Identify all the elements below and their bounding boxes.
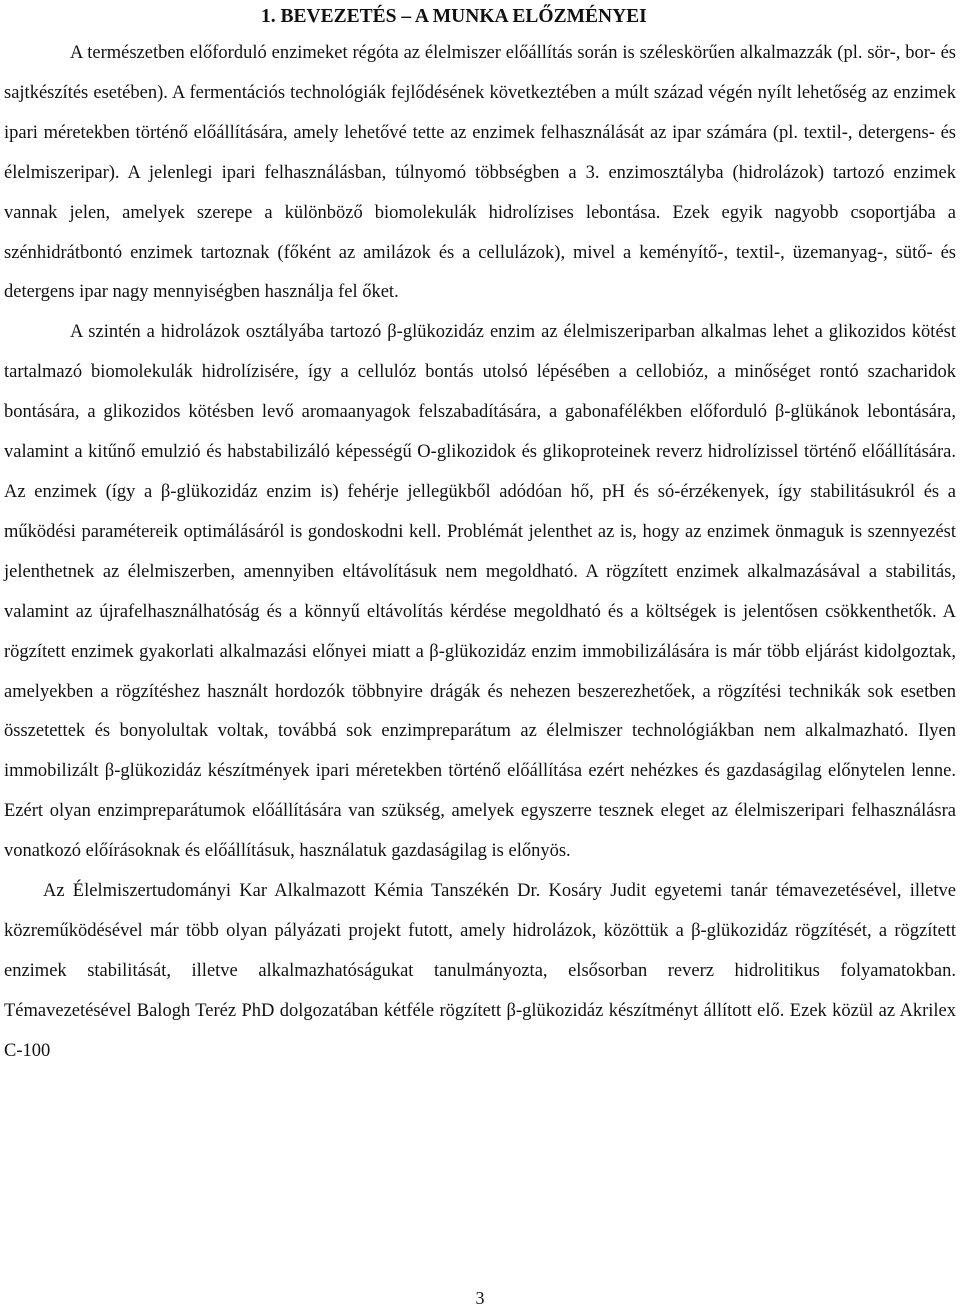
paragraph-beta-glucosidase: A szintén a hidrolázok osztályába tartozó β-glükozidáz enzim az élelmiszeriparban alkalmas lehet a glikozidos kötést tartalmazó biomolekulák hidrolízisére, így a cellulóz bontás utolsó lépésében a cellobióz, a minőséget rontó szacharidok bontására, a glikozidos kötésben levő aromaanyagok felszabadítására, a gabonafélékben előforduló β-glükánok lebontására, valamint a kitűnő emulzió és habstabilizáló képességű O-glikozidok és glikoproteinek reverz hidrolízissel történő előállítására. Az enzimek (így a β-glükozidáz enzim is) fehérje jellegükből adódóan hő, pH és só-érzékenyek, így stabilitásukról és a működési paramétereik optimálásáról is gondoskodni kell. Problémát jelenthet az is, hogy az enzimek önmaguk is szennyezést jelenthetnek az élelmiszerben, amennyiben eltávolításuk nem megoldható. A rögzített enzimek alkalmazásával a stabilitás, valamint az újrafelhasználhatóság és a könnyű eltávolítás kérdése megoldható és a költségek is jelentősen csökkenthetők. A rögzített enzimek gyakorlati alkalmazási előnyei miatt a β-glükozidáz enzim immobilizálására is már több eljárást kidolgoztak, amelyekben a rögzítéshez használt hordozók többnyire drágák és nehezen beszerezhetőek, a rögzítési technikák sok esetben összetettek és bonyolultak voltak, továbbá sok enzimpreparátum az élelmiszer technológiákban nem alkalmazható. Ilyen immobilizált β-glükozidáz készítmények ipari méretekben történő előállítása ezért nehézkes és gazdaságilag előnytelen lenne. Ezért olyan enzimpreparátumok előállítására van szükség, amelyek egyszerre tesznek eleget az élelmiszeripari felhasználásra vonatkozó előírásoknak és előállításuk, használatuk gazdaságilag is előnyös. [4, 322, 956, 862]
section-heading: 1. BEVEZETÉS – A MUNKA ELŐZMÉNYEI [261, 6, 647, 27]
page-number: 3 [475, 1288, 485, 1308]
paragraph-department: Az Élelmiszertudományi Kar Alkalmazott Kémia Tanszékén Dr. Kosáry Judit egyetemi tanár témavezetésével, illetve közreműködésével már több olyan pályázati projekt futott, amely hidrolázok, közöttük a β-glükozidáz rögzítését, a rögzített enzimek stabilitását, illetve alkalmazhatóságukat tanulmányozta, elsősorban reverz hidrolitikus folyamatokban. Témavezetésével Balogh Teréz PhD dolgozatában kétféle rögzített β-glükozidáz készítményt állított elő. Ezek közül az Akrilex C-100 [4, 881, 956, 1061]
paragraph-introduction: A természetben előforduló enzimeket régóta az élelmiszer előállítás során is széleskörűen alkalmazzák (pl. sör-, bor- és sajtkészítés esetében). A fermentációs technológiák fejlődésének következtében a múlt század végén nyílt lehetőség az enzimek ipari méretekben történő előállítására, amely lehetővé tette az enzimek felhasználását az ipar számára (pl. textil-, detergens- és élelmiszeripar). A jelenlegi ipari felhasználásban, túlnyomó többségben a 3. enzimosztályba (hidrolázok) tartozó enzimek vannak jelen, amelyek szerepe a különböző biomolekulák hidrolízises lebontása. Ezek egyik nagyobb csoportjába a szénhidrátbontó enzimek tartoznak (főként az amilázok és a cellulázok), mivel a keményítő-, textil-, üzemanyag-, sütő- és detergens ipar nagy mennyiségben használja fel őket. [4, 43, 956, 303]
